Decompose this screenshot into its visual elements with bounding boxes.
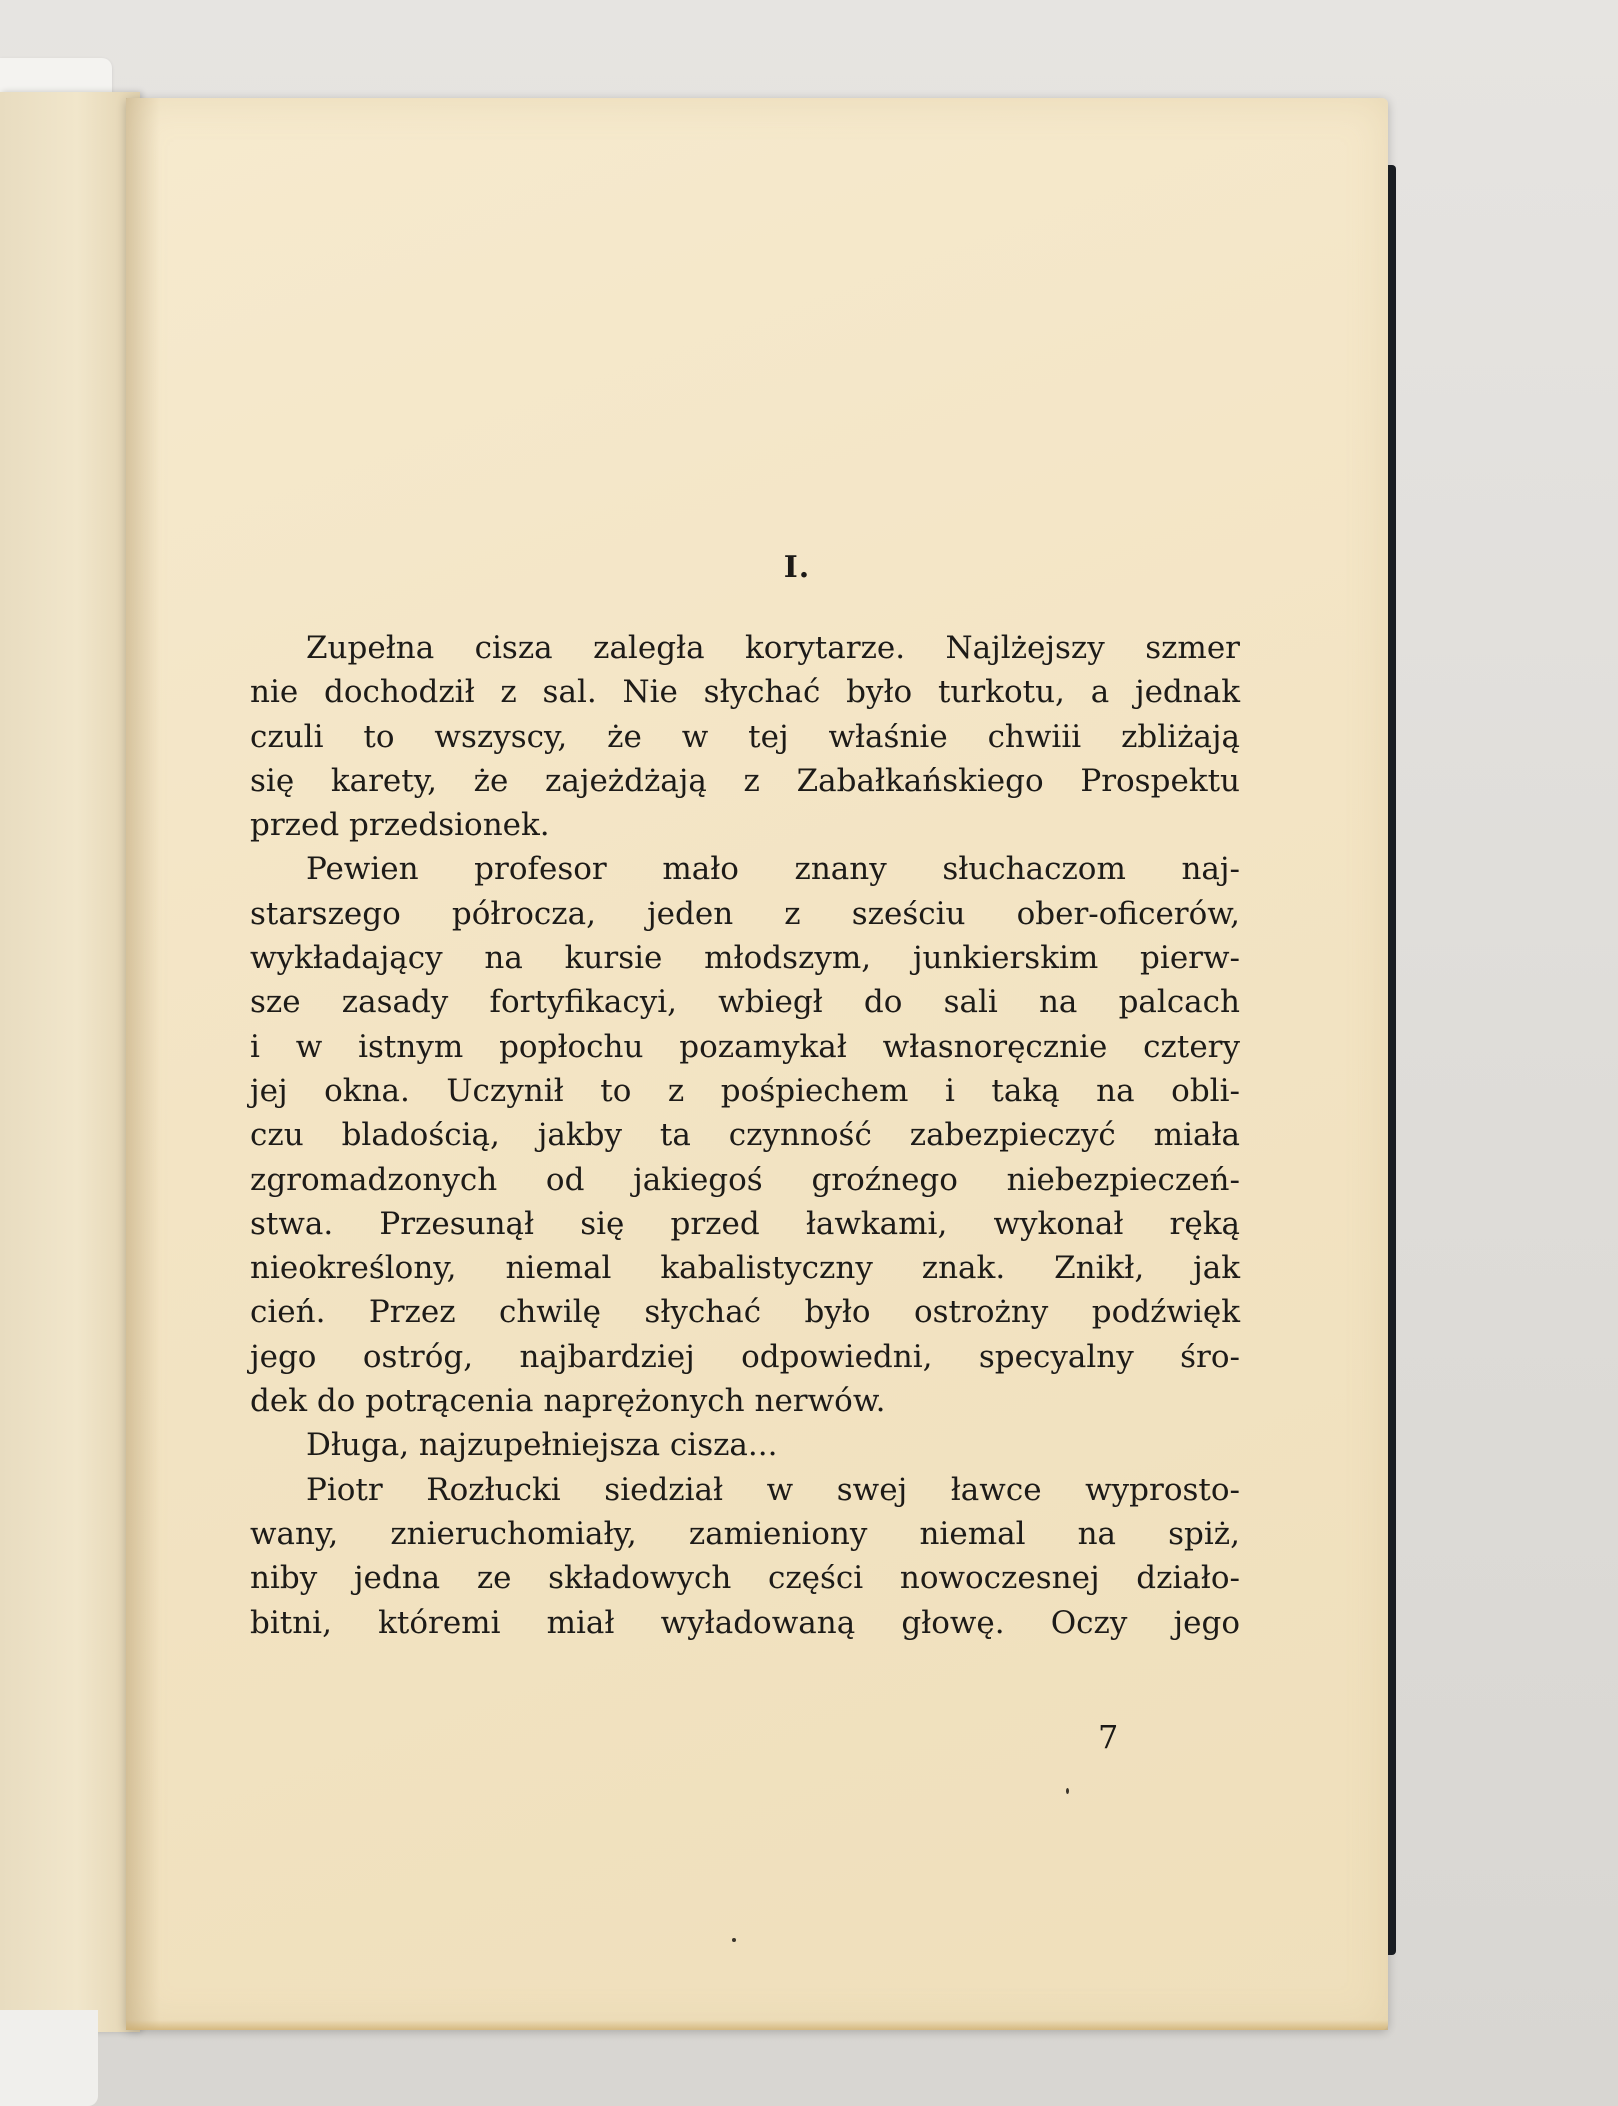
paper-speck — [732, 1938, 736, 1942]
text-line: starszego półrocza, jeden z sześciu ober-oficerów, — [250, 895, 1240, 932]
text-line: wykładający na kursie młodszym, junkierskim pierw- — [250, 940, 1240, 977]
text-line: Piotr Rozłucki siedział w swej ławce wyprosto- — [306, 1471, 1240, 1508]
text-line: wany, znieruchomiały, zamieniony niemal na spiż, — [250, 1515, 1240, 1552]
text-line: cień. Przez chwilę słychać było ostrożny podźwięk — [250, 1294, 1240, 1331]
text-line: dek do potrącenia naprężonych nerwów. — [250, 1383, 886, 1420]
text-line: przed przedsionek. — [250, 807, 550, 844]
text-line: Długa, najzupełniejsza cisza... — [306, 1427, 778, 1464]
text-line: nieokreślony, niemal kabalistyczny znak. Znikł, jak — [250, 1250, 1240, 1287]
text-line: zgromadzonych od jakiegoś groźnego niebezpieczeń- — [250, 1161, 1240, 1198]
text-line: sze zasady fortyfikacyi, wbiegł do sali na palcach — [250, 984, 1240, 1021]
text-line: jego ostróg, najbardziej odpowiedni, specyalny śro- — [250, 1338, 1240, 1375]
paper-tab-bottom — [0, 2010, 98, 2106]
previous-page-edge — [0, 92, 140, 2032]
text-line: i w istnym popłochu pozamykał własnoręcznie cztery — [250, 1028, 1240, 1065]
page-number: 7 — [1098, 1718, 1119, 1756]
chapter-heading: I. — [783, 550, 811, 585]
text-line: Pewien profesor mało znany słuchaczom naj- — [306, 851, 1240, 888]
body-text — [250, 626, 1240, 1645]
text-line: bitni, któremi miał wyładowaną głowę. Oczy jego — [250, 1604, 1240, 1641]
gutter-shadow — [126, 98, 160, 2030]
text-line: niby jedna ze składowych części nowoczesnej działo- — [250, 1560, 1240, 1597]
text-line: się karety, że zajeżdżają z Zabałkańskiego Prospektu — [250, 762, 1240, 799]
text-line: jej okna. Uczynił to z pośpiechem i taką na obli- — [250, 1072, 1240, 1109]
text-line: czu bladością, jakby ta czynność zabezpieczyć miała — [250, 1117, 1240, 1154]
book-page — [126, 98, 1388, 2030]
text-line: stwa. Przesunął się przed ławkami, wykonał ręką — [250, 1205, 1240, 1242]
text-line: czuli to wszyscy, że w tej właśnie chwiii zbliżają — [250, 718, 1240, 755]
text-line: nie dochodził z sal. Nie słychać było turkotu, a jednak — [250, 674, 1240, 711]
paper-speck — [1066, 1788, 1069, 1794]
text-line: Zupełna cisza zaległa korytarze. Najlżejszy szmer — [306, 630, 1240, 666]
